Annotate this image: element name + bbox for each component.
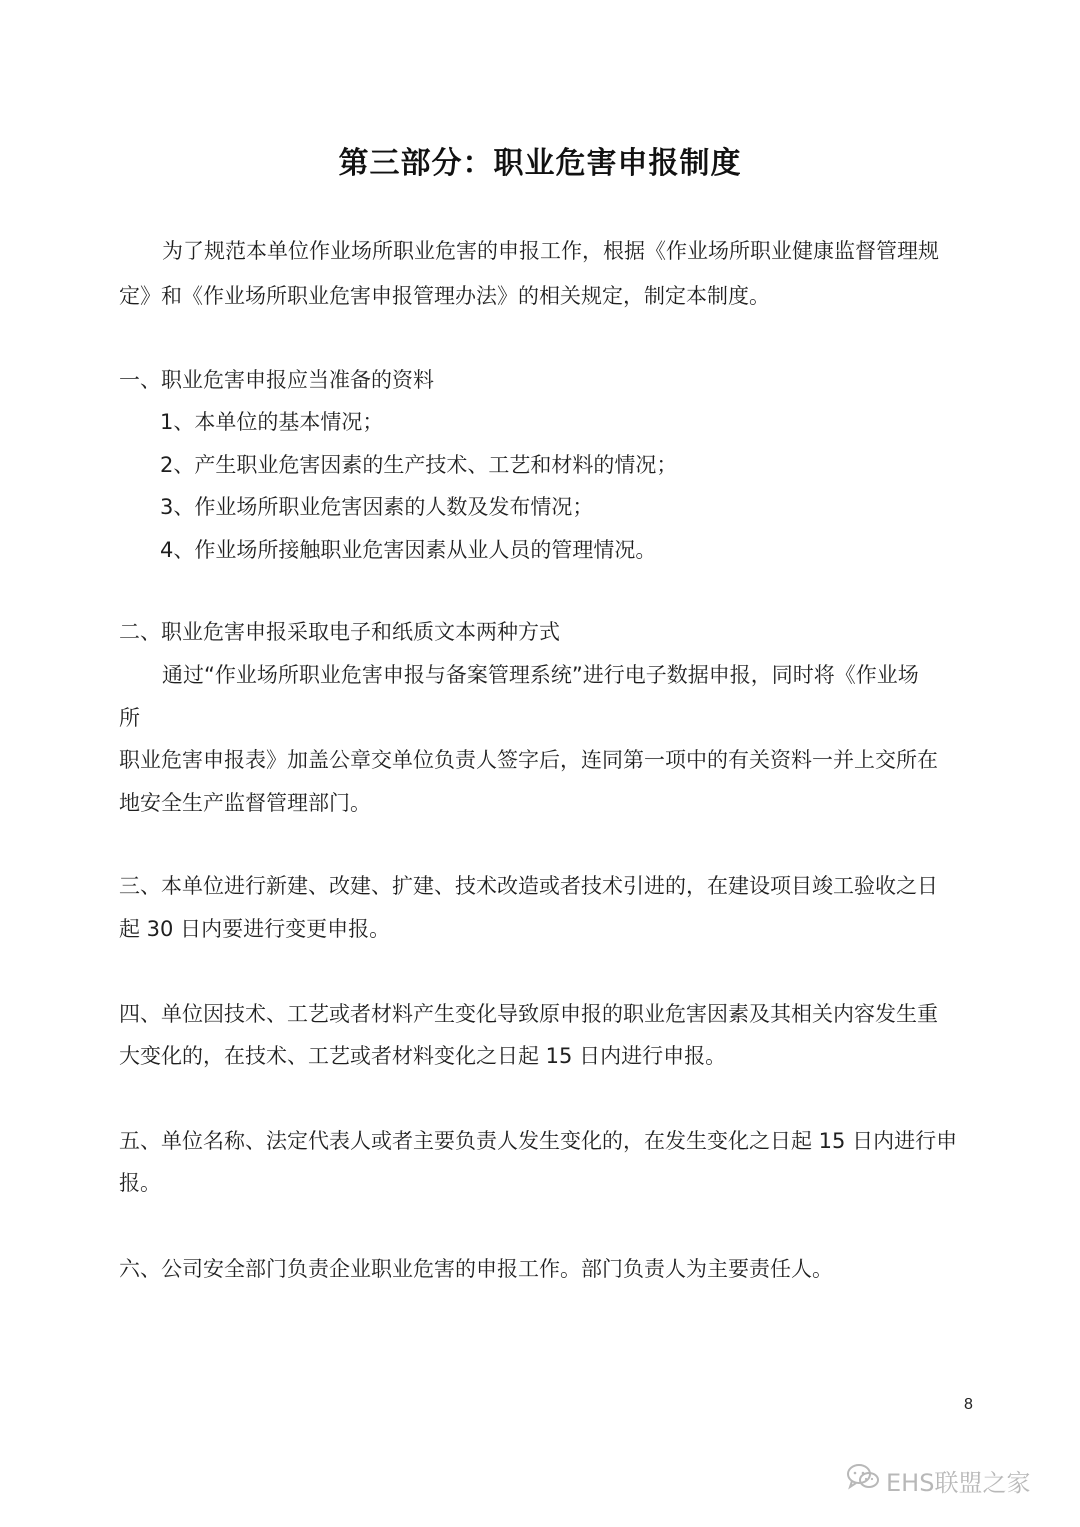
section-1-item-3: 3、作业场所职业危害因素的人数及发布情况； <box>160 495 594 519</box>
watermark <box>846 1462 1030 1498</box>
intro-line-1: 为了规范本单位作业场所职业危害的申报工作，根据《作业场所职业健康监督管理规 <box>162 239 939 263</box>
section-4-line-2: 大变化的，在技术、工艺或者材料变化之日起 15 日内进行申报。 <box>119 1044 727 1068</box>
section-3-line-2: 起 30 日内要进行变更申报。 <box>119 917 391 941</box>
section-2-line-4: 地安全生产监督管理部门。 <box>119 791 371 815</box>
section-1-item-2: 2、产生职业危害因素的生产技术、工艺和材料的情况； <box>160 453 678 477</box>
page-title: 第三部分：职业危害申报制度 <box>338 146 742 181</box>
intro-line-2: 定》和《作业场所职业危害申报管理办法》的相关规定，制定本制度。 <box>119 284 770 308</box>
section-5-line-1: 五、单位名称、法定代表人或者主要负责人发生变化的，在发生变化之日起 15 日内进行申 <box>119 1129 958 1153</box>
page-number: 8 <box>964 1396 973 1413</box>
section-1-heading: 一、职业危害申报应当准备的资料 <box>119 368 434 392</box>
wechat-icon <box>846 1462 880 1498</box>
section-2-line-1: 通过“作业场所职业危害申报与备案管理系统”进行电子数据申报，同时将《作业场 <box>162 663 919 687</box>
section-1-item-1: 1、本单位的基本情况； <box>160 410 384 434</box>
section-6-line-1: 六、公司安全部门负责企业职业危害的申报工作。部门负责人为主要责任人。 <box>119 1257 833 1281</box>
section-1-item-4: 4、作业场所接触职业危害因素从业人员的管理情况。 <box>160 538 657 562</box>
section-2-heading: 二、职业危害申报采取电子和纸质文本两种方式 <box>119 620 560 644</box>
watermark-text: EHS联盟之家 <box>886 1468 1031 1497</box>
section-4-line-1: 四、单位因技术、工艺或者材料产生变化导致原申报的职业危害因素及其相关内容发生重 <box>119 1002 938 1026</box>
section-2-line-3: 职业危害申报表》加盖公章交单位负责人签字后，连同第一项中的有关资料一并上交所在 <box>119 748 938 772</box>
section-3-line-1: 三、本单位进行新建、改建、扩建、技术改造或者技术引进的，在建设项目竣工验收之日 <box>119 874 938 898</box>
section-2-line-2: 所 <box>119 706 140 730</box>
section-5-line-2: 报。 <box>119 1171 161 1195</box>
